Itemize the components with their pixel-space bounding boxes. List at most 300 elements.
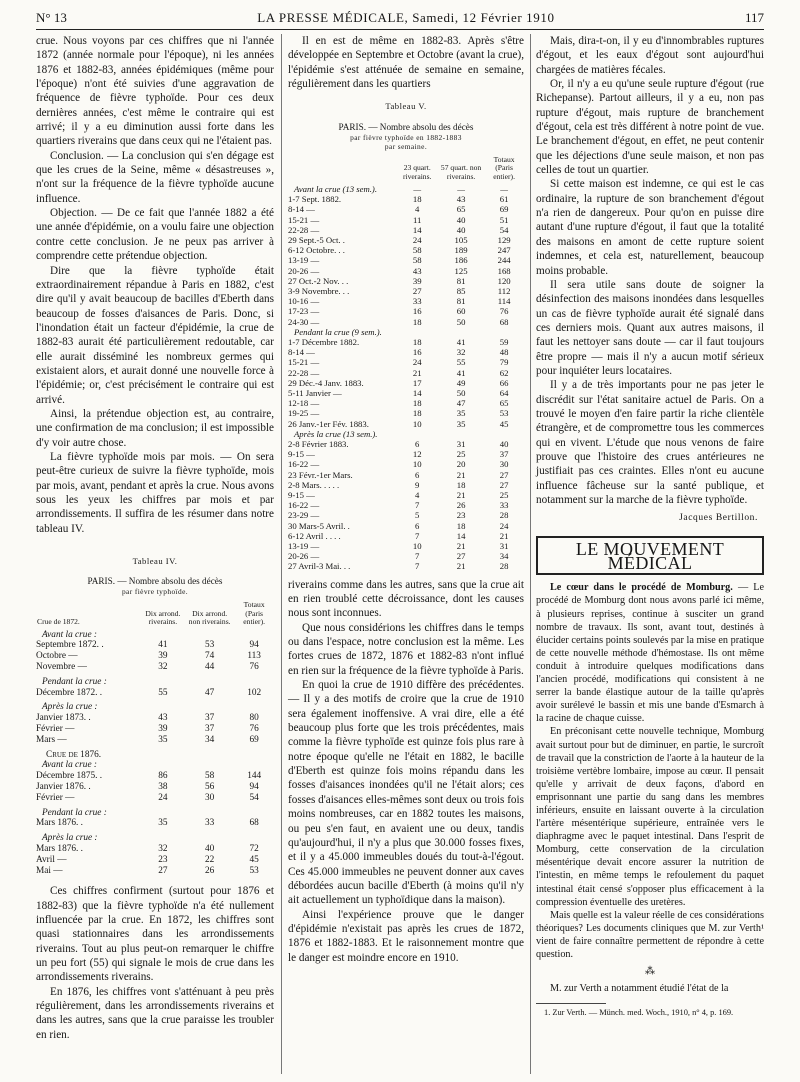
row-label: 2-8 Février 1883. (288, 439, 349, 450)
table-cell: 168 (497, 265, 511, 276)
row-label: 10-16 — (288, 296, 320, 307)
table-row (288, 204, 524, 214)
table-cell (397, 327, 438, 337)
table-cell (185, 702, 234, 713)
row-label: 19-25 — (288, 408, 320, 419)
table-cell (185, 630, 234, 641)
table-row (288, 266, 524, 276)
table-cell: 18 (456, 520, 466, 531)
row-label: Octobre — (36, 651, 78, 662)
table-cell: 76 (249, 723, 259, 734)
table-row (288, 398, 524, 408)
table-row (36, 818, 274, 829)
table-cell: 48 (499, 347, 509, 358)
row-label: Mai — (36, 865, 63, 876)
table-cell: 37 (205, 723, 215, 734)
table-row (288, 480, 524, 490)
table-cell: 32 (456, 347, 466, 358)
table-cell: 56 (205, 781, 215, 792)
paragraph: Ainsi l'expérience prouve que le danger d'épidémie n'existait pas après les crues de 1872, 1876 et 1882-1883. Et le raisonnement montre que le danger est moindre encore en 1910. (288, 908, 524, 964)
table-cell: 53 (249, 865, 259, 876)
table-cell: 24 (412, 234, 422, 245)
paragraph: Mais quelle est la valeur réelle de ces considérations théoriques? Les documents cliniques que M. zur Verth¹ vient de faire connaître permettent de répondre à cette question. (536, 909, 764, 960)
table-cell: 7 (415, 530, 420, 541)
table-row (288, 510, 524, 520)
table-cell: 35 (158, 734, 168, 745)
row-label: 17-23 — (288, 306, 320, 317)
paragraph: crue. Nous voyons par ces chiffres que ni l'année 1872 (année normale pour l'époque), ni les années 1876 et 1882-83, années épidémiques (même pour l'époque) n'ont été suivies d'une aggravation de fréquence de fièvre typhoïde. Pour ces deux dernières années, c'est même le contraire qui est arrivé; il y a eu diminution aussi forte dans les quartiers riverains que dans ceux qui ne l'étaient pas. (36, 35, 274, 148)
row-label: Pendant la crue : (42, 676, 107, 687)
table-4-caption: Tableau IV. (132, 556, 178, 567)
table-cell: 244 (497, 255, 511, 266)
table-row (36, 688, 274, 699)
row-label: Avant la crue : (42, 760, 97, 771)
table-row (288, 276, 524, 286)
table-cell (438, 327, 484, 337)
table-cell: 21 (456, 541, 466, 552)
paragraph: Conclusion. — La conclusion qui s'en dégage est que les crues de la Seine, même « désastreuses », n'ont sur la fréquence de la fièvre typhoïde aucune influence. (36, 149, 274, 205)
table-cell: 68 (249, 818, 259, 829)
table-cell: 65 (456, 204, 466, 215)
table-cell: 72 (249, 843, 259, 854)
table-cell (185, 677, 234, 688)
table-cell: 16 (412, 306, 422, 317)
table-cell: 58 (412, 245, 422, 256)
table-cell (185, 833, 234, 844)
table-cell: 7 (415, 561, 420, 572)
paragraph: M. zur Verth a notamment étudié l'état de la (550, 983, 729, 995)
table-row (36, 651, 274, 662)
row-label: 22-28 — (288, 224, 320, 235)
table-cell: 14 (412, 224, 422, 235)
table-cell: 18 (412, 336, 422, 347)
table-cell: 37 (499, 449, 509, 460)
row-label: Mars — (36, 734, 67, 745)
paragraph: Dire que la fièvre typhoïde était extraordinairement répandue à Paris en 1882, c'est dire qu'il y avait beaucoup de bacilles d'Eberth dans beaucoup de fosses d'aisances de Paris. Donc, si l'inondation était un facteur d'épidémie, la crue de 1882-83 aurait été particulièrement redoutable, car elle aurait disséminé les nombreux germes qui existaient alors, et aurait donné une nouvelle force à l'épidémie; or, c'est précisément le contraire qui est arrivé. (36, 264, 274, 406)
table-cell: 74 (205, 651, 215, 662)
row-label: 29 Sept.-5 Oct. . (288, 234, 345, 245)
subsection-heading: Le cœur dans le procédé de Momburg. (550, 582, 733, 594)
table-cell: 7 (415, 500, 420, 511)
row-label: Avant la crue : (42, 629, 97, 640)
table-cell: 30 (205, 792, 215, 803)
table-cell: 247 (497, 245, 511, 256)
column-2 (288, 34, 524, 965)
table-cell: 27 (412, 285, 422, 296)
row-label: 12-18 — (288, 398, 320, 409)
table-row (288, 378, 524, 388)
table-cell: 55 (158, 687, 168, 698)
table-cell: 35 (158, 818, 168, 829)
table-cell: 51 (499, 214, 509, 225)
table-row (288, 317, 524, 327)
table-row (36, 662, 274, 673)
table-cell: 129 (497, 234, 511, 245)
table-cell: 31 (499, 541, 509, 552)
table-4-title: PARIS. — Nombre absolu des décès (87, 576, 223, 587)
paragraph: En quoi la crue de 1910 diffère des précédentes. — Il y a des motifs de croire que la crue de 1910 sera également inoffensive. A vrai dire, elle a été beaucoup plus forte que les trois précédentes, mais comme la fièvre typhoïde est quinze fois plus rare à notre époque qu'elle ne l'était en 1882, le bacille d'Eberth est quinze fois moins répandu dans les fosses d'aisances inondées qu'il ne l'était alors; ces fosses d'aisances elles-mêmes sont deux ou trois fois moins nombreuses, car en 1882 toutes les maisons, ou peu s'en faut, en avaient une ou deux, tandis qu'aujourd'hui, il n'y a plus que 30.000 fosses fixes, et il y a 45.000 immeubles doués du tout-à-l'égout. Ces 45.000 immeubles ne peuvent donner aux caves débordées aucun bacille d'Eberth (à moins qu'il n'y ait actuellement un typhoïdique dans la maison). (288, 679, 524, 907)
row-label: Mars 1876. . (36, 818, 83, 829)
table-cell: 23 (456, 510, 466, 521)
table-row (288, 286, 524, 296)
row-label: 16-22 — (288, 459, 320, 470)
table-cell: 114 (497, 296, 511, 307)
row-label: 22-28 — (288, 367, 320, 378)
table-cell: 40 (456, 214, 466, 225)
table-row (36, 750, 274, 761)
table-cell: 25 (456, 449, 466, 460)
table-4-header: Totaux (Paris entier). (243, 600, 266, 627)
row-label: 20-26 — (288, 265, 320, 276)
table-row (288, 429, 524, 439)
paragraph: En 1876, les chiffres vont s'atténuant à peu près régulièrement, dans les arrondissements riverains et dans les autres, sans que la crue paraisse les troubler en rien. (36, 985, 274, 1041)
row-label: 20-26 — (288, 551, 320, 562)
table-cell: 39 (412, 275, 422, 286)
table-cell: 43 (412, 265, 422, 276)
table-cell: 189 (454, 245, 468, 256)
table-row (36, 702, 274, 713)
table-row (36, 833, 274, 844)
table-cell: 60 (456, 306, 466, 317)
row-label: 16-22 — (288, 500, 320, 511)
table-cell: 27 (456, 551, 466, 562)
table-row (288, 255, 524, 265)
table-cell: 66 (499, 377, 509, 388)
table-4-header: Dix arrond. riverains. (145, 608, 181, 627)
table-cell: 49 (456, 377, 466, 388)
row-label: Avril — (36, 854, 67, 865)
row-label: 23-29 — (288, 510, 320, 521)
table-cell (234, 808, 274, 819)
table-cell: 16 (412, 347, 422, 358)
table-cell: 34 (205, 734, 215, 745)
table-cell: 54 (249, 792, 259, 803)
table-row (288, 225, 524, 235)
table-row (288, 470, 524, 480)
table-row (288, 194, 524, 204)
table-cell: 144 (247, 771, 262, 782)
table-row (36, 793, 274, 804)
row-label: 30 Mars-5 Avril. . (288, 520, 350, 531)
table-row (36, 724, 274, 735)
table-cell: 33 (205, 818, 215, 829)
table-cell: — (413, 183, 422, 194)
table-cell: 85 (456, 285, 466, 296)
table-cell: 120 (497, 275, 511, 286)
table-cell (185, 808, 234, 819)
table-5-subtitle-2: par semaine. (384, 141, 428, 151)
row-label: 9-15 — (288, 449, 315, 460)
paragraph: Mais, dira-t-on, il y eu d'innombrables ruptures d'égout, et les eaux d'égout sont aujourd'hui chargées de matières fécales. (536, 35, 764, 76)
table-cell: 10 (412, 459, 422, 470)
row-label: 15-21 — (288, 214, 320, 225)
table-cell: — (457, 183, 465, 194)
table-row (36, 640, 274, 651)
table-cell: 18 (412, 398, 422, 409)
table-cell: 47 (456, 398, 466, 409)
column-3 (536, 34, 764, 1018)
table-4-header: Dix arrond. non riverains. (188, 608, 231, 627)
table-cell (141, 677, 185, 688)
row-label: Février — (36, 792, 75, 803)
table-cell: 28 (499, 510, 509, 521)
table-cell: 26 (456, 500, 466, 511)
table-cell: 33 (412, 296, 422, 307)
table-cell: 37 (205, 713, 215, 724)
paragraph: — Le procédé de Momburg dont nous avons parlé ici même, à plusieurs reprises, continue à susciter un grand nombre de travaux. Ils sont, avant tout, destinés à élucider certains points soulevés par la mise en pratique de cette nouvelle méthode d'hémostase. Ils ont même conduit à introduire quelques modifications dans l'ancien procédé, modifications qui consistent à ne serrer la bande élastique autour de la taille qu'après avoir surélevé le bassin et mis une bande d'Esmarch à la racine de chaque cuisse. (536, 582, 764, 725)
table-cell: 125 (454, 265, 468, 276)
table-cell: 18 (456, 479, 466, 490)
row-label: 23 Févr.-1er Mars. (288, 469, 353, 480)
table-row (36, 771, 274, 782)
row-label: Crue de 1876. (46, 749, 102, 760)
table-cell: 14 (456, 530, 466, 541)
paragraph: La fièvre typhoïde mois par mois. — On sera peut-être curieux de suivre la fièvre typhoïde, mois par mois, avant, pendant et après la crue. Nous avons sous les yeux les chiffres par mois et par arrondissements. Il suffira de les résumer dans notre tableau IV. (36, 450, 274, 535)
table-row (36, 735, 274, 746)
table-cell: 10 (412, 418, 422, 429)
table-cell: 50 (456, 388, 466, 398)
table-cell: 50 (456, 316, 466, 327)
table-row (288, 561, 524, 571)
row-label: Décembre 1872. . (36, 687, 103, 698)
table-cell (234, 750, 274, 761)
row-label: 27 Oct.-2 Nov. . . (288, 275, 349, 286)
table-cell: 30 (499, 459, 509, 470)
table-cell: 40 (456, 224, 466, 235)
table-cell: 43 (158, 713, 168, 724)
table-row (36, 677, 274, 688)
table-4 (36, 600, 274, 876)
page-number-right: 117 (744, 10, 764, 25)
row-label: 6-12 Avril . . . . (288, 530, 341, 541)
table-cell: 105 (454, 234, 468, 245)
table-cell: 186 (454, 255, 468, 266)
table-cell: 44 (205, 661, 215, 672)
table-cell: 68 (499, 316, 509, 327)
table-cell: 12 (412, 449, 422, 460)
table-cell: 76 (499, 306, 509, 317)
table-cell: 7 (415, 551, 420, 562)
table-cell: 21 (456, 490, 466, 501)
column-rule-right (530, 34, 531, 1074)
table-cell: 33 (499, 500, 509, 511)
table-row (288, 235, 524, 245)
table-row (288, 368, 524, 378)
table-cell: 39 (158, 723, 168, 734)
table-cell: 59 (499, 336, 509, 347)
table-row (288, 337, 524, 347)
table-row (36, 855, 274, 866)
table-cell: 5 (415, 510, 420, 521)
table-cell (141, 750, 185, 761)
table-cell: 102 (247, 687, 262, 698)
table-cell: 81 (456, 296, 466, 307)
footnote: 1. Zur Verth. — Münch. med. Woch., 1910, n° 4, p. 169. (544, 1008, 734, 1018)
row-label: 8-14 — (288, 347, 315, 358)
table-cell: 35 (456, 408, 466, 419)
table-5-subtitle: par fièvre typhoïde en 1882-1883 (350, 132, 462, 142)
table-cell (234, 833, 274, 844)
table-cell: 39 (158, 651, 168, 662)
table-row (288, 419, 524, 429)
table-cell: 81 (456, 275, 466, 286)
row-label: 8-14 — (288, 204, 315, 215)
table-cell: 113 (247, 651, 261, 662)
table-cell: 20 (456, 459, 466, 470)
table-row (288, 490, 524, 500)
table-cell: 18 (412, 316, 422, 327)
row-label: 24-30 — (288, 316, 320, 327)
table-row (288, 439, 524, 449)
row-label: Décembre 1875. . (36, 771, 103, 782)
table-cell: 58 (412, 255, 422, 266)
table-cell: 25 (499, 490, 509, 501)
table-cell (185, 750, 234, 761)
table-row (288, 296, 524, 306)
table-row (288, 347, 524, 357)
section-title: LE MOUVEMENT MÉDICAL (536, 536, 764, 576)
table-cell: 69 (499, 204, 509, 215)
table-cell: 41 (158, 640, 168, 651)
row-label: 27 Avril-3 Mai. . . (288, 561, 351, 572)
table-cell: 79 (499, 357, 509, 368)
table-row (288, 521, 524, 531)
table-5-header: Totaux (Paris entier). (493, 154, 515, 181)
table-cell (234, 702, 274, 713)
row-label: 1-7 Sept. 1882. (288, 194, 342, 205)
table-row (288, 215, 524, 225)
row-label: Janvier 1873. . (36, 713, 91, 724)
row-label: Après la crue (13 sem.). (294, 428, 378, 439)
row-label: Pendant la crue (9 sem.). (294, 326, 382, 337)
table-cell (234, 677, 274, 688)
paragraph: Que nous considérions les chiffres dans le temps ou dans l'espace, notre conclusion est la même. Les fortes crues de 1872, 1876 et 1882-83 n'ont influé en rien sur la fréquence de la fièvre typhoïde à Paris. (288, 621, 524, 677)
table-cell: 27 (499, 469, 509, 480)
row-label: 2-8 Mars. . . . . (288, 479, 340, 490)
table-cell: 6 (415, 520, 420, 531)
table-cell: 65 (499, 398, 509, 409)
table-cell: 32 (158, 843, 168, 854)
table-cell: 53 (499, 408, 509, 419)
table-row (36, 713, 274, 724)
table-cell: 64 (499, 388, 509, 398)
table-cell: 40 (499, 439, 509, 450)
table-row (36, 866, 274, 877)
table-cell: 53 (205, 640, 215, 651)
table-row (36, 760, 274, 771)
table-cell: 94 (249, 640, 259, 651)
row-label: 15-21 — (288, 357, 320, 368)
table-4-header: Crue de 1872. (37, 617, 80, 627)
row-label: Janvier 1876. . (36, 781, 91, 792)
row-label: Février — (36, 723, 75, 734)
table-cell: 18 (412, 408, 422, 419)
table-cell: 21 (412, 367, 422, 378)
row-label: 29 Déc.-4 Janv. 1883. (288, 377, 364, 388)
row-label: 13-19 — (288, 255, 320, 266)
table-cell: — (500, 183, 508, 194)
table-cell: 21 (456, 561, 466, 572)
table-cell: 76 (249, 661, 259, 672)
paragraph: Or, il n'y a eu qu'une seule rupture d'égout (rue Richepanse). Partout ailleurs, il y a eu, non pas rupture d'égout, mais rupture de branchement d'égout, cela est très différent à notre point de vue. Le branchement d'égout, en effet, ne peut contenir que les déjections d'une seule maison, et non pas celles de tout un quartier. (536, 78, 764, 177)
table-cell: 38 (158, 781, 168, 792)
table-cell (141, 702, 185, 713)
table-cell: 86 (158, 771, 168, 782)
table-cell: 4 (415, 490, 420, 501)
table-cell (438, 429, 484, 439)
asterism-divider: ⁂ (645, 966, 655, 978)
table-cell: 27 (158, 865, 168, 876)
table-cell: 112 (497, 285, 511, 296)
table-cell (185, 760, 234, 771)
table-5-header: 23 quart. riverains. (402, 163, 432, 181)
table-cell (484, 327, 524, 337)
table-cell: 18 (412, 194, 422, 205)
paragraph: Il y a de très importants pour ne pas jeter le discrédit sur l'état sanitaire actuel de Paris. On a trouvé le moyen d'en faire partir la riche clientèle étrangère, et de compromettre tous les commerces qui en vivent. L'étude que nous venons de faire prouve que l'histoire des crues antérieures ne justifiait pas ces craintes. Elles n'ont eu aucune influence fâcheuse sur la santé publique, et notamment sur la marche de la fièvre typhoïde. (536, 379, 764, 506)
table-cell: 45 (499, 418, 509, 429)
table-5-header: 57 quart. non riverains. (440, 163, 482, 181)
table-cell: 35 (456, 418, 466, 429)
table-row (288, 500, 524, 510)
table-cell: 23 (158, 854, 168, 865)
row-label: Novembre — (36, 661, 87, 672)
table-row (36, 808, 274, 819)
author-signature: Jacques Bertillon. (679, 513, 758, 524)
paragraph: Il en est de même en 1882-83. Après s'être développée en Septembre et Octobre (avant la crue), l'épidémie s'est atténuée de semaine en semaine, régulièrement dans les quartiers (288, 35, 524, 91)
row-label: Mars 1876. . (36, 843, 83, 854)
row-label: Après la crue : (42, 702, 98, 713)
table-cell: 21 (456, 469, 466, 480)
table-cell: 69 (249, 734, 259, 745)
table-row (288, 306, 524, 316)
table-cell (234, 760, 274, 771)
table-cell: 41 (456, 367, 466, 378)
paragraph: Ainsi, la prétendue objection est, au contraire, une confirmation de ma conclusion; il est impossible d'y voir autre chose. (36, 407, 274, 449)
row-label: 26 Janv.-1er Fév. 1883. (288, 418, 369, 429)
table-row (36, 844, 274, 855)
table-cell: 47 (205, 687, 215, 698)
row-label: 6-12 Octobre. . . (288, 245, 345, 256)
table-cell: 4 (415, 204, 420, 215)
table-cell: 6 (415, 469, 420, 480)
table-cell: 21 (499, 530, 509, 541)
journal-title: LA PRESSE MÉDICALE, Samedi, 12 Février 1910 (257, 10, 555, 25)
table-cell: 6 (415, 439, 420, 450)
table-5 (288, 155, 524, 572)
table-row (288, 327, 524, 337)
table-cell: 61 (499, 194, 509, 205)
table-row (288, 449, 524, 459)
row-label: 3-9 Novembre. . . (288, 285, 350, 296)
table-cell: 32 (158, 661, 168, 672)
paragraph: Il sera utile sans doute de soigner la désinfection des maisons inondées dans lesquelles un cas de fièvre typhoïde aurait été signalé dans ces derniers mois. Quant aux autres maisons, il faut les nettoyer sans doute — car il faut toujours être propre — mais il n'y a aucun motif sérieux pour inquiéter leurs locataires. (536, 278, 764, 377)
table-cell (397, 429, 438, 439)
row-label: Pendant la crue : (42, 807, 107, 818)
table-row (288, 459, 524, 469)
table-cell: 58 (205, 771, 215, 782)
footnote-rule (536, 1003, 606, 1004)
table-4-subtitle: par fièvre typhoïde. (121, 587, 189, 597)
table-cell (141, 808, 185, 819)
row-label: 1-7 Décembre 1882. (288, 336, 360, 347)
table-cell: 55 (456, 357, 466, 368)
table-cell: 41 (456, 336, 466, 347)
table-cell (234, 630, 274, 641)
table-row (288, 357, 524, 367)
table-cell: 22 (205, 854, 215, 865)
table-row (288, 551, 524, 561)
table-cell: 11 (413, 214, 422, 225)
